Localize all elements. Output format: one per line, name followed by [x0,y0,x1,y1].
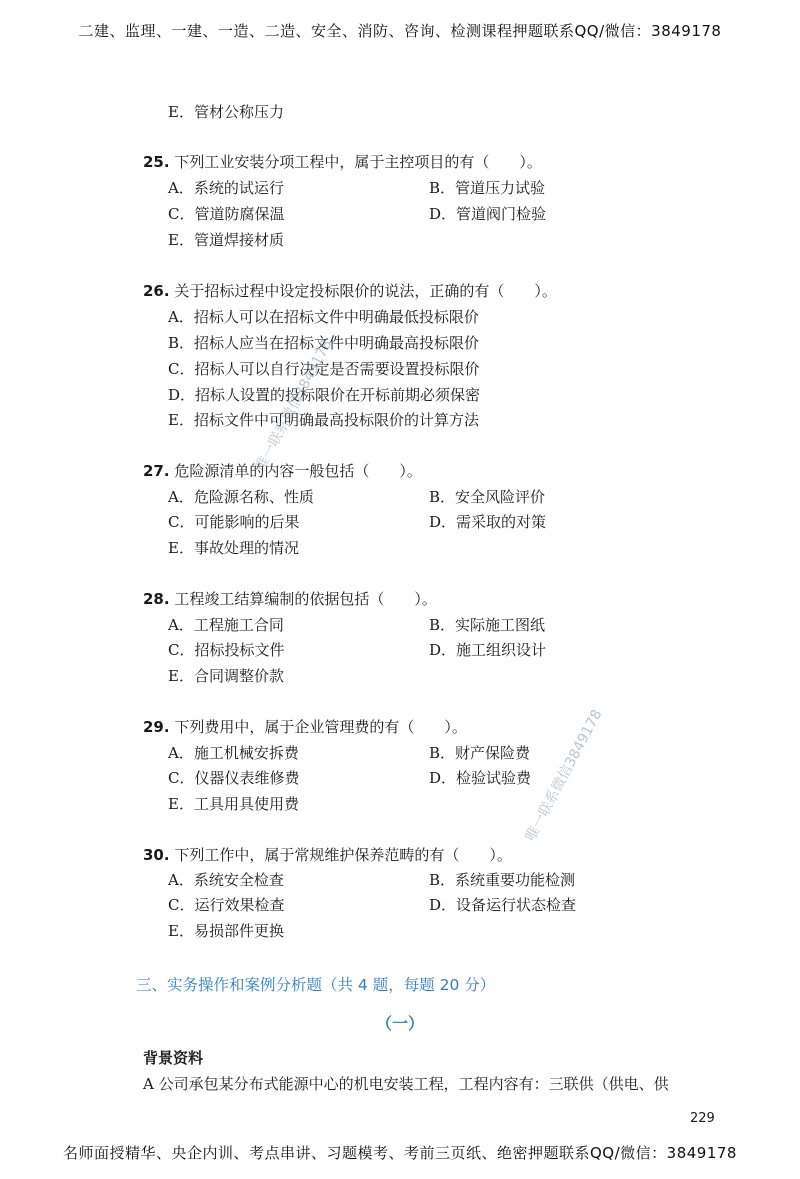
option-e: E．工具用具使用费 [168,795,299,813]
option-d: D．需采取的对策 [429,513,547,531]
option-b: B．招标人应当在招标文件中明确最高投标限价 [168,334,480,352]
case-number: （一） [375,1014,424,1033]
question-stem: 危险源清单的内容一般包括（ ）。 [174,462,422,480]
question-stem: 下列费用中，属于企业管理费的有（ ）。 [174,718,467,736]
option-b: B．管道压力试验 [429,179,546,197]
option-a: A．施工机械安拆费 [168,744,299,762]
watermark-text: 唯一联系微信3849178 [522,707,606,844]
question-26 [143,280,557,301]
page-header: 二建、监理、一建、一造、二造、安全、消防、咨询、检测课程押题联系QQ/微信：3849178 [78,22,722,40]
prev-option-e: E．管材公称压力 [168,103,284,121]
option-e: E．合同调整价款 [168,667,284,685]
option-b: B．系统重要功能检测 [429,871,576,889]
question-number: 25. [143,153,170,171]
option-c: C．招标投标文件 [168,641,285,659]
option-a: A．危险源名称、性质 [168,488,314,506]
question-stem: 工程竣工结算编制的依据包括（ ）。 [174,590,437,608]
page-footer: 名师面授精华、央企内训、考点串讲、习题模考、考前三页纸、绝密押题联系QQ/微信：3849178 [63,1144,737,1162]
page-number: 229 [690,1111,715,1126]
question-number: 30. [143,846,170,864]
question-25 [143,151,542,172]
option-b: B．实际施工图纸 [429,616,546,634]
option-a: A．系统的试运行 [168,179,284,197]
option-c: C．运行效果检查 [168,896,285,914]
question-stem: 下列工业安装分项工程中，属于主控项目的有（ ）。 [174,153,542,171]
question-27 [143,460,422,481]
option-c: C．招标人可以自行决定是否需要设置投标限价 [168,360,480,378]
background-text: A 公司承包某分布式能源中心的机电安装工程，工程内容有：三联供（供电、供 [143,1075,669,1093]
question-number: 28. [143,590,170,608]
option-e: E．事故处理的情况 [168,539,299,557]
question-number: 26. [143,282,170,300]
option-e: E．招标文件中可明确最高投标限价的计算方法 [168,411,479,429]
option-e: E．易损部件更换 [168,922,284,940]
question-number: 27. [143,462,170,480]
option-d: D．设备运行状态检查 [429,896,577,914]
background-title: 背景资料 [143,1049,204,1067]
question-28 [143,588,437,609]
option-b: B．财产保险费 [429,744,531,762]
option-d: D．施工组织设计 [429,641,547,659]
section-title: 三、实务操作和案例分析题（共 4 题，每题 20 分） [136,976,496,994]
question-number: 29. [143,718,170,736]
question-stem: 关于招标过程中设定投标限价的说法，正确的有（ ）。 [174,282,557,300]
option-a: A．招标人可以在招标文件中明确最低投标限价 [168,308,479,326]
option-c: C．管道防腐保温 [168,205,285,223]
option-c: C．仪器仪表维修费 [168,769,300,787]
option-a: A．系统安全检查 [168,871,284,889]
question-29 [143,716,467,737]
option-d: D．管道阀门检验 [429,205,547,223]
option-d: D．招标人设置的投标限价在开标前期必须保密 [168,386,481,404]
option-d: D．检验试验费 [429,769,532,787]
option-a: A．工程施工合同 [168,616,284,634]
option-e: E．管道焊接材质 [168,231,284,249]
question-stem: 下列工作中，属于常规维护保养范畴的有（ ）。 [174,846,512,864]
option-c: C．可能影响的后果 [168,513,300,531]
option-b: B．安全风险评价 [429,488,546,506]
watermark-text: 唯一联系微信3849178 [252,337,336,474]
question-30 [143,844,512,865]
